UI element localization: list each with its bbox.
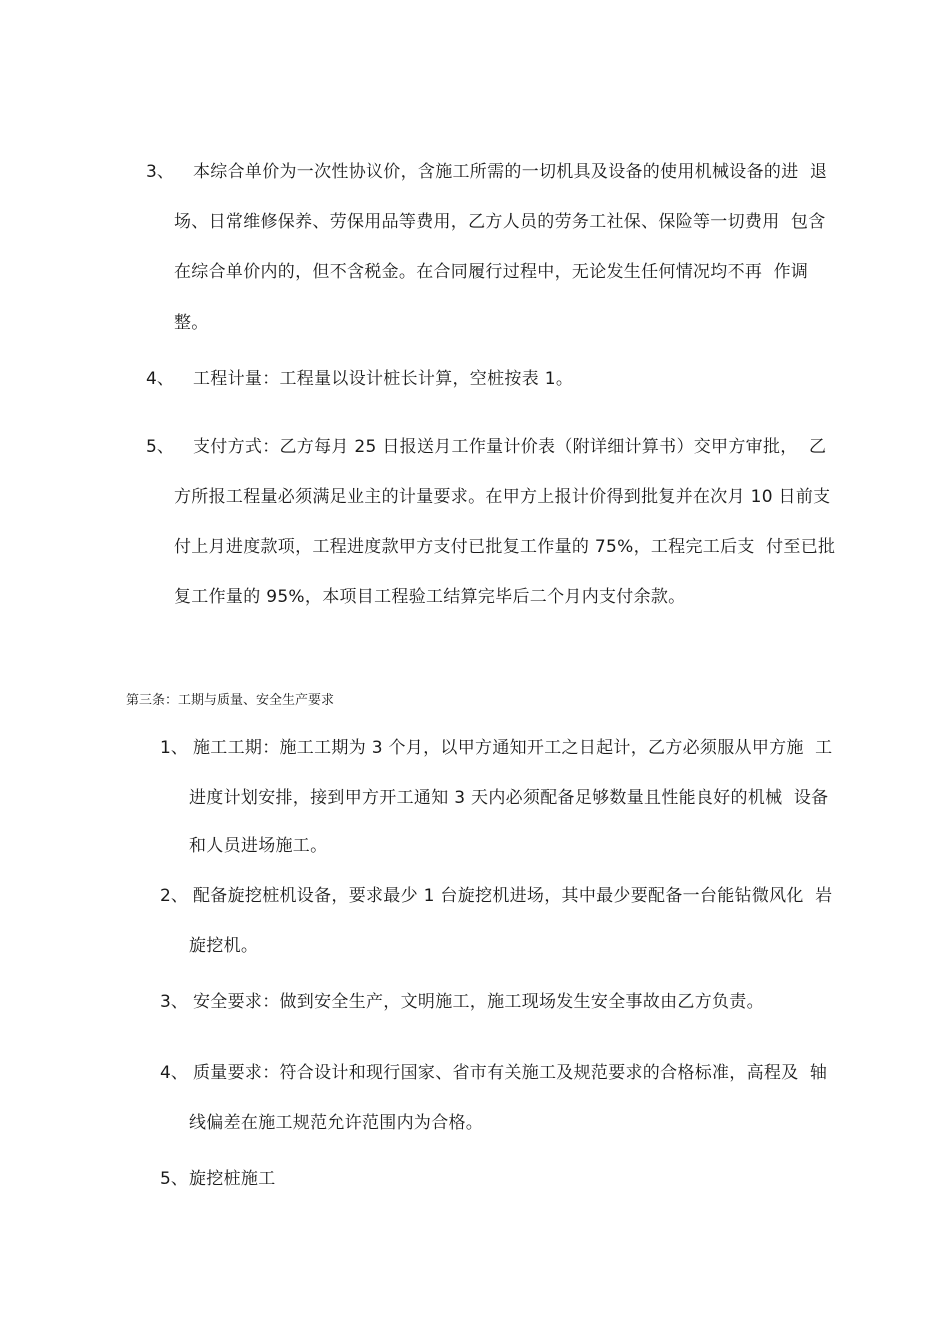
item-number: 4、 xyxy=(160,1063,188,1083)
paragraph-line: 配备旋挖桩机设备，要求最少 1 台旋挖机进场，其中最少要配备一台能钻微风化 岩 xyxy=(193,886,833,906)
paragraph-line: 方所报工程量必须满足业主的计量要求。在甲方上报计价得到批复并在次月 10 日前支 xyxy=(174,487,831,507)
paragraph-line: 场、日常维修保养、劳保用品等费用，乙方人员的劳务工社保、保险等一切费用 包含 xyxy=(174,212,826,232)
paragraph-line: 质量要求：符合设计和现行国家、省市有关施工及规范要求的合格标准，高程及 轴 xyxy=(193,1063,828,1083)
paragraph-line: 旋挖机。 xyxy=(189,936,259,956)
paragraph-line: 和人员进场施工。 xyxy=(189,836,328,856)
paragraph-line: 施工工期：施工工期为 3 个月，以甲方通知开工之日起计，乙方必须服从甲方施 工 xyxy=(193,738,833,758)
paragraph-line: 工程计量：工程量以设计桩长计算，空桩按表 1。 xyxy=(193,369,574,389)
paragraph-line: 支付方式：乙方每月 25 日报送月工作量计价表（附详细计算书）交甲方审批， 乙 xyxy=(193,437,827,457)
item-number: 3、 xyxy=(146,162,174,182)
paragraph-line: 复工作量的 95%，本项目工程验工结算完毕后二个月内支付余款。 xyxy=(174,587,686,607)
paragraph-line: 本综合单价为一次性协议价，含施工所需的一切机具及设备的使用机械设备的进 退 xyxy=(193,162,828,182)
paragraph-line: 线偏差在施工规范允许范围内为合格。 xyxy=(189,1113,484,1133)
item-number: 1、 xyxy=(160,738,188,758)
paragraph-line: 在综合单价内的，但不含税金。在合同履行过程中，无论发生任何情况均不再 作调 xyxy=(174,262,809,282)
item-number: 3、 xyxy=(160,992,188,1012)
item-number: 5、 xyxy=(160,1169,188,1189)
paragraph-line: 进度计划安排，接到甲方开工通知 3 天内必须配备足够数量且性能良好的机械 设备 xyxy=(189,788,829,808)
paragraph-line: 旋挖桩施工 xyxy=(189,1169,276,1189)
paragraph-line: 付上月进度款项，工程进度款甲方支付已批复工作量的 75%，工程完工后支 付至已批 xyxy=(174,537,836,557)
item-number: 2、 xyxy=(160,886,188,906)
paragraph-line: 整。 xyxy=(174,313,209,333)
item-number: 4、 xyxy=(146,369,174,389)
paragraph-line: 安全要求：做到安全生产，文明施工，施工现场发生安全事故由乙方负责。 xyxy=(193,992,764,1012)
section-heading: 第三条：工期与质量、安全生产要求 xyxy=(126,693,335,708)
item-number: 5、 xyxy=(146,437,174,457)
